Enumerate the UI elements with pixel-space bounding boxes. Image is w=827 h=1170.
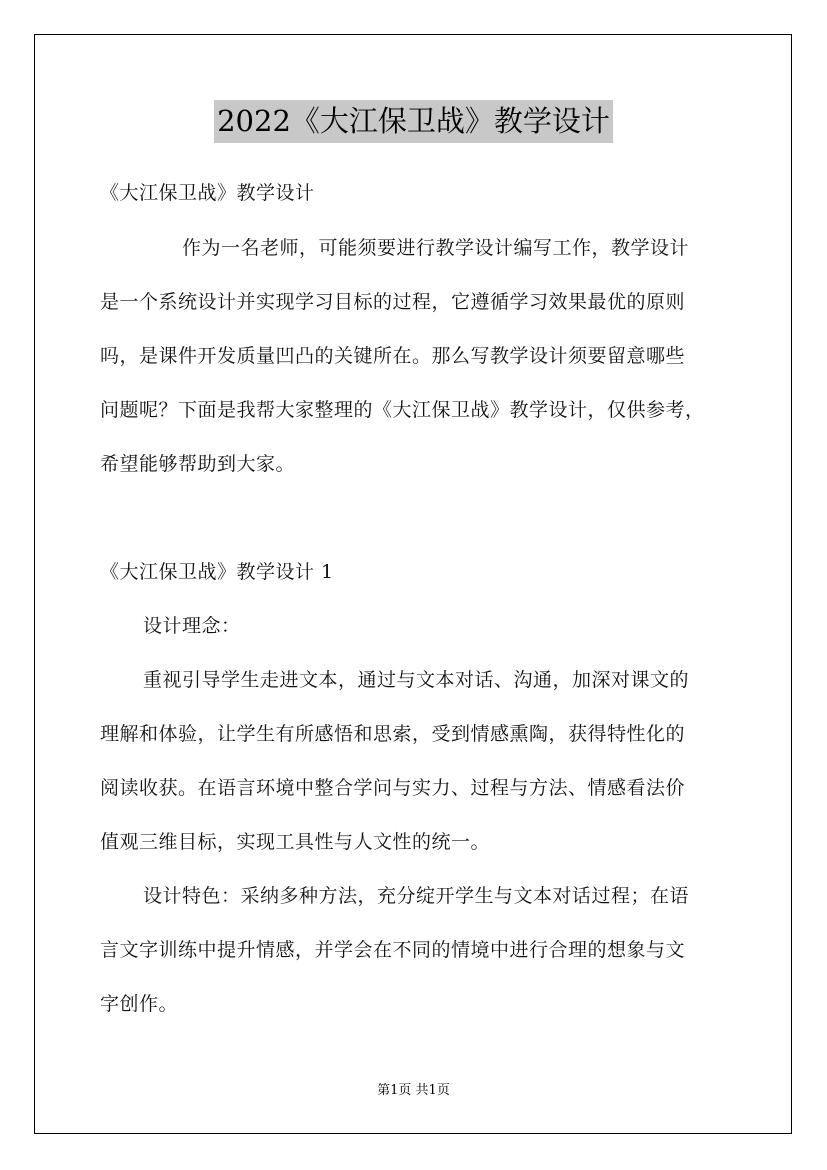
concept-line-1: 重视引导学生走进文本，通过与文本对话、沟通，加深对课文的 [143,669,690,691]
intro-line-5: 希望能够帮助到大家。 [100,453,296,475]
feature-line-2: 言文字训练中提升情感，并学会在不同的情境中进行合理的想象与文 [100,939,686,961]
page-footer: 第1页 共1页 [377,1083,450,1098]
concept-line-4: 值观三维目标，实现工具性与人文性的统一。 [100,831,491,853]
feature-line-3: 字创作。 [100,993,179,1015]
intro-line-1: 作为一名老师，可能须要进行教学设计编写工作，教学设计 [182,237,690,259]
subtitle: 《大江保卫战》教学设计 [100,182,315,204]
intro-line-3: 吗，是课件开发质量凹凸的关键所在。那么写教学设计须要留意哪些 [100,345,686,367]
feature-line-1: 设计特色：采纳多种方法，充分绽开学生与文本对话过程；在语 [143,885,690,907]
concept-line-2: 理解和体验，让学生有所感悟和思索，受到情感熏陶，获得特性化的 [100,723,686,745]
concept-line-3: 阅读收获。在语言环境中整合学问与实力、过程与方法、情感看法价 [100,777,686,799]
intro-line-2: 是一个系统设计并实现学习目标的过程，它遵循学习效果最优的原则 [100,291,686,313]
document-title: 2022《大江保卫战》教学设计 [214,100,613,143]
title-wrap [0,100,827,143]
intro-line-4: 问题呢？下面是我帮大家整理的《大江保卫战》教学设计，仅供参考， [100,399,705,421]
concept-label: 设计理念： [143,615,241,637]
section-heading: 《大江保卫战》教学设计 1 [100,561,334,583]
